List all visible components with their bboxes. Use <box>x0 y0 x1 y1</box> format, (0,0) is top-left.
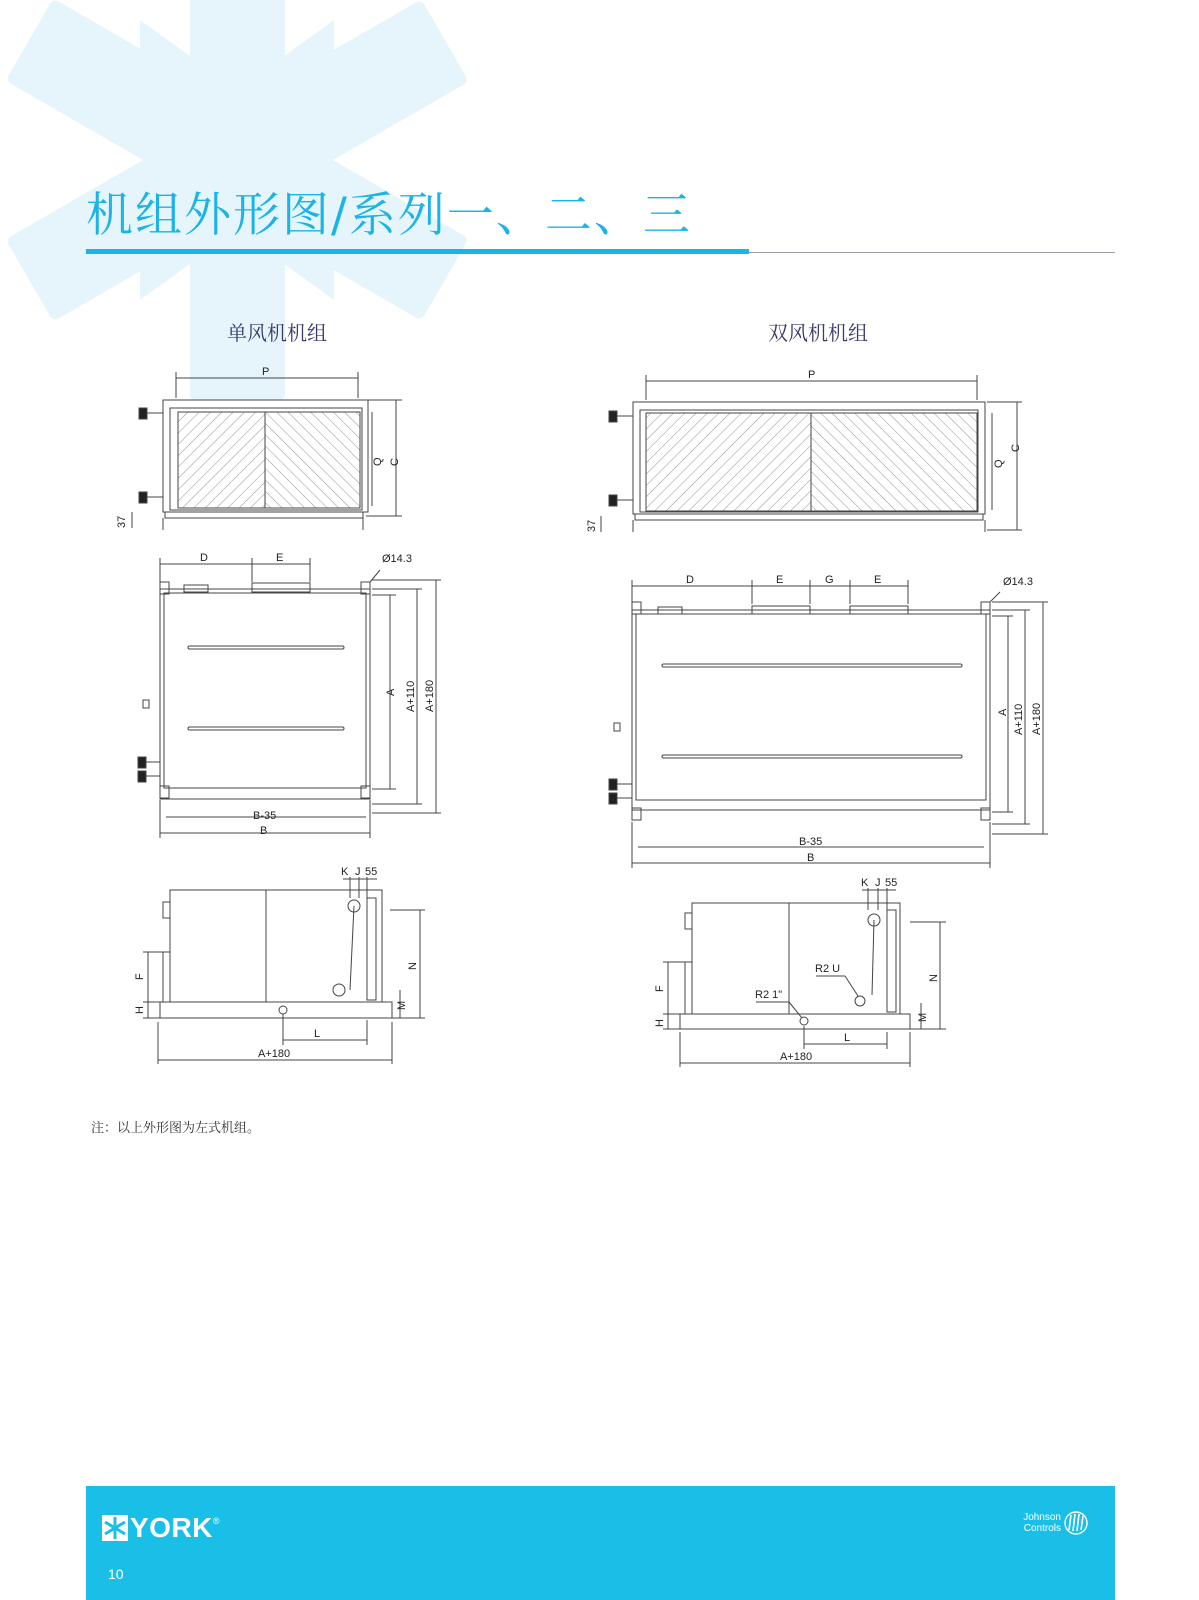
label-B35-right: B-35 <box>799 836 823 848</box>
label-37-right: 37 <box>586 519 598 532</box>
label-H-left: H <box>134 1006 146 1014</box>
footer-bar <box>86 1486 1115 1600</box>
page-title: 机组外形图/系列一、二、三 <box>86 188 692 243</box>
label-55-right: 55 <box>885 877 898 889</box>
label-J-left: J <box>355 866 361 878</box>
york-snowflake-icon <box>102 1515 128 1541</box>
label-C-right: C <box>1010 444 1022 452</box>
section-title-single-fan: 单风机机组 <box>227 321 327 345</box>
label-G-right: G <box>825 574 834 586</box>
partner-line-1: Johnson <box>1023 1512 1061 1523</box>
label-F-right: F <box>654 985 666 992</box>
label-P-right: P <box>808 369 816 381</box>
label-A180-side-left: A+180 <box>258 1048 291 1060</box>
label-B35-left: B-35 <box>253 810 277 822</box>
label-A180-left: A+180 <box>424 679 436 712</box>
single-fan-side-view <box>143 877 425 1064</box>
double-fan-plan-view <box>609 580 1048 868</box>
label-N-left: N <box>407 962 419 970</box>
label-R2U-right: R2 U <box>815 963 841 975</box>
footnote: 注：以上外形图为左式机组。 <box>91 1121 261 1136</box>
johnson-controls-logo <box>1023 1510 1089 1536</box>
york-logo <box>102 1512 220 1544</box>
label-B-right: B <box>807 852 815 864</box>
label-A110-left: A+110 <box>405 680 417 712</box>
label-M-left: M <box>396 1000 408 1010</box>
registered-mark: ® <box>212 1516 220 1526</box>
page-number: 10 <box>108 1566 124 1582</box>
label-L-left: L <box>314 1028 321 1040</box>
johnson-controls-icon <box>1063 1510 1089 1536</box>
label-N-right: N <box>928 974 940 982</box>
label-L-right: L <box>844 1032 851 1044</box>
section-title-double-fan: 双风机机组 <box>768 321 868 345</box>
label-P-left: P <box>262 366 270 378</box>
label-E-left: E <box>276 552 284 564</box>
single-fan-top-view <box>132 372 402 530</box>
label-Q-right: Q <box>993 459 1005 468</box>
label-A-left: A <box>385 688 397 696</box>
label-55-left: 55 <box>365 866 378 878</box>
label-Q-left: Q <box>372 457 384 466</box>
label-E2-right: E <box>874 574 882 586</box>
label-B-left: B <box>260 825 268 837</box>
label-F-left: F <box>134 973 146 980</box>
label-R21-right: R2 1" <box>755 989 783 1001</box>
label-A180-right: A+180 <box>1031 702 1043 735</box>
label-A180-side-right: A+180 <box>780 1051 813 1063</box>
label-37-left: 37 <box>116 515 128 528</box>
label-D-left: D <box>200 552 208 564</box>
label-dia-left: Ø14.3 <box>382 553 412 565</box>
label-E1-right: E <box>776 574 784 586</box>
label-dia-right: Ø14.3 <box>1003 576 1033 588</box>
partner-line-2: Controls <box>1023 1523 1061 1534</box>
single-fan-plan-view <box>138 558 441 838</box>
label-A-right: A <box>997 708 1009 716</box>
label-J-right: J <box>875 877 881 889</box>
label-H-right: H <box>654 1019 666 1027</box>
label-K-right: K <box>861 877 869 889</box>
double-fan-side-view <box>663 888 946 1067</box>
label-D-right: D <box>686 574 694 586</box>
york-brand-text: YORK <box>130 1512 213 1543</box>
label-M-right: M <box>917 1012 929 1022</box>
label-K-left: K <box>341 866 349 878</box>
double-fan-top-view <box>601 375 1022 532</box>
label-A110-right: A+110 <box>1013 703 1025 735</box>
label-C-left: C <box>389 458 401 466</box>
